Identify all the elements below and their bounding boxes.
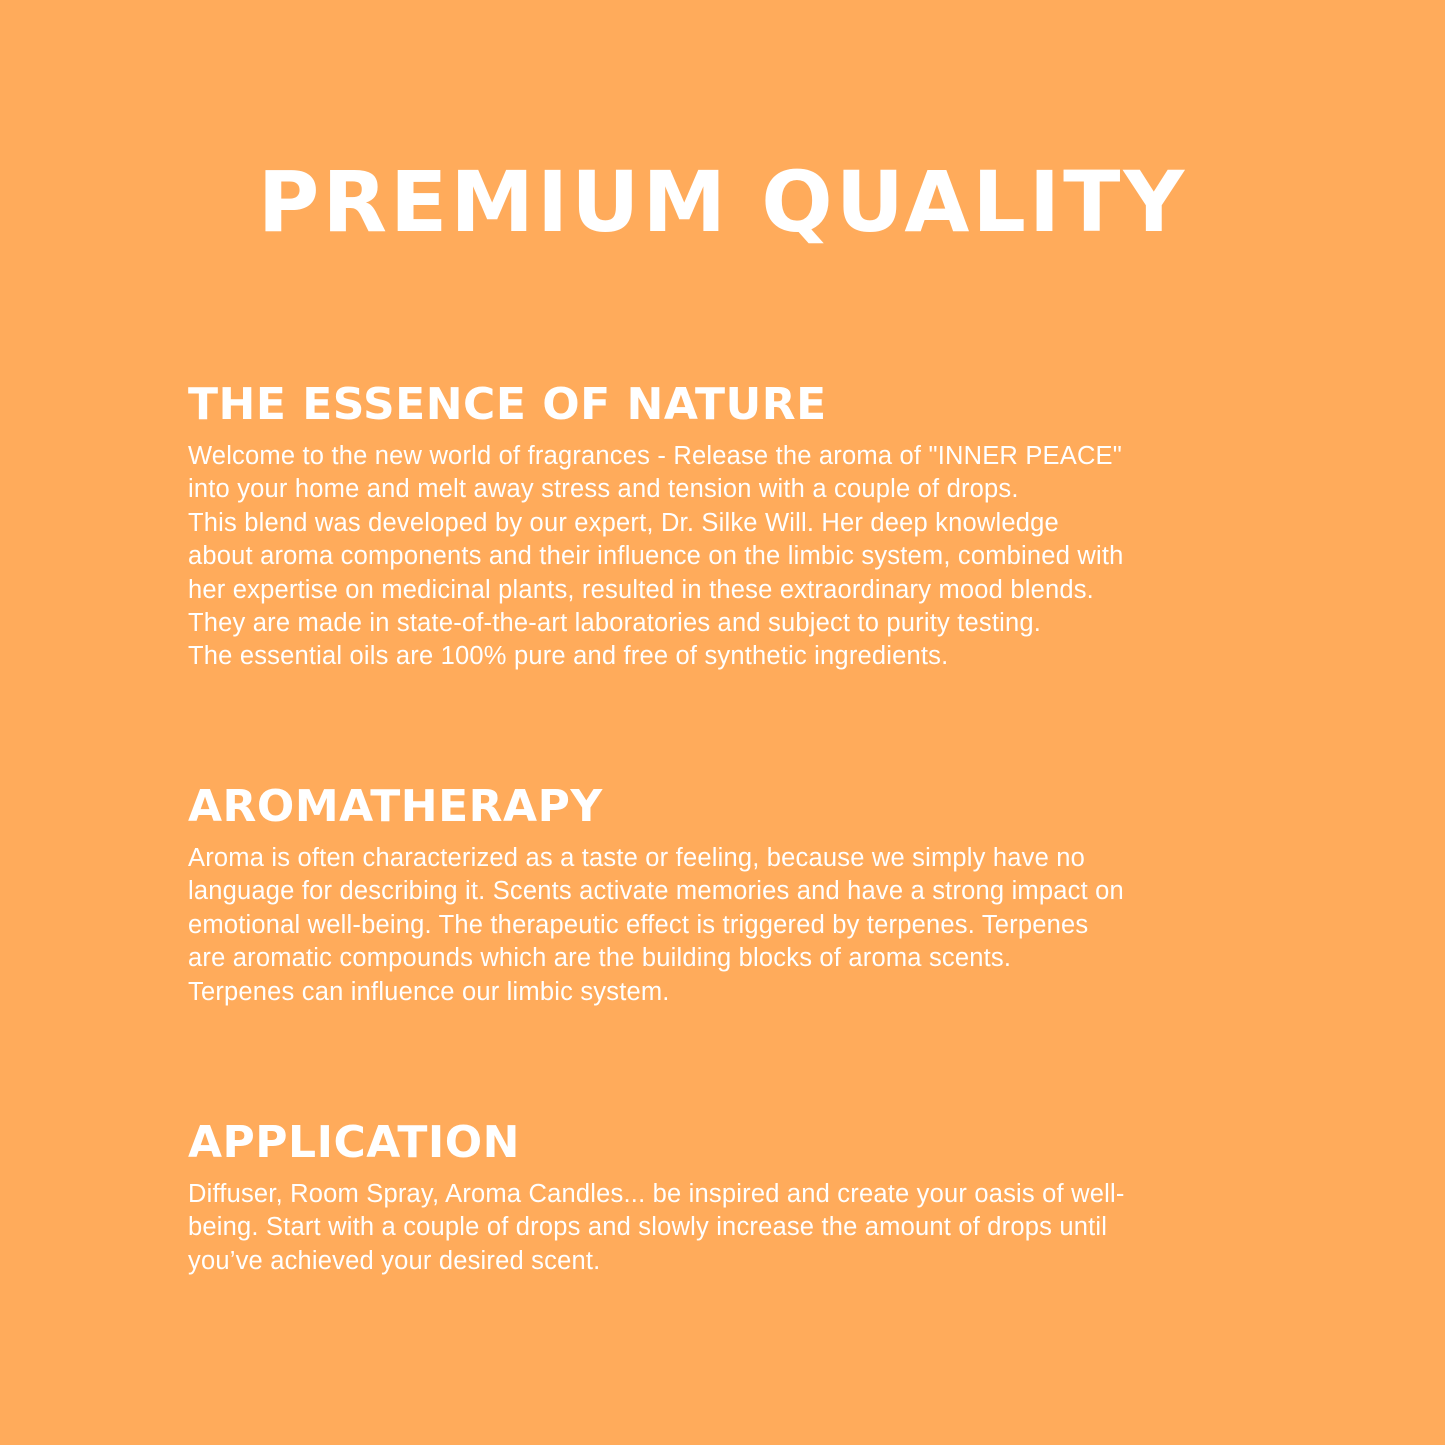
body-line: you’ve achieved your desired scent. bbox=[188, 1246, 601, 1275]
section-essence-of-nature bbox=[188, 380, 1288, 674]
body-line: being. Start with a couple of drops and slowly increase the amount of drops until bbox=[188, 1213, 1108, 1242]
body-line: This blend was developed by our expert, Dr. Silke Will. Her deep knowledge bbox=[188, 508, 1059, 537]
body-line: They are made in state-of-the-art laboratories and subject to purity testing. bbox=[188, 609, 1042, 638]
body-line: Terpenes can influence our limbic system. bbox=[188, 977, 670, 1006]
page-title: PREMIUM QUALITY bbox=[257, 153, 1188, 251]
section-heading: APPLICATION bbox=[188, 1117, 520, 1168]
body-line: emotional well-being. The therapeutic effect is triggered by terpenes. Terpenes bbox=[188, 910, 1089, 939]
section-body bbox=[188, 440, 1288, 674]
body-line: about aroma components and their influence on the limbic system, combined with bbox=[188, 542, 1124, 571]
body-line: Aroma is often characterized as a taste or feeling, because we simply have no bbox=[188, 844, 1086, 872]
body-line: The essential oils are 100% pure and free of synthetic ingredients. bbox=[188, 642, 949, 671]
body-line: language for describing it. Scents activate memories and have a strong impact on bbox=[188, 877, 1124, 906]
body-line: into your home and melt away stress and tension with a couple of drops. bbox=[188, 475, 1019, 504]
section-application bbox=[188, 1118, 1288, 1278]
body-line: Welcome to the new world of fragrances - Release the aroma of "INNER PEACE" bbox=[188, 442, 1123, 470]
section-heading: THE ESSENCE OF NATURE bbox=[188, 379, 827, 430]
body-line: are aromatic compounds which are the building blocks of aroma scents. bbox=[188, 944, 1012, 973]
body-line: Diffuser, Room Spray, Aroma Candles... be inspired and create your oasis of well- bbox=[188, 1180, 1125, 1208]
body-line: her expertise on medicinal plants, resulted in these extraordinary mood blends. bbox=[188, 575, 1094, 604]
section-body bbox=[188, 1178, 1288, 1278]
section-aromatherapy bbox=[188, 782, 1288, 1009]
section-heading: AROMATHERAPY bbox=[188, 781, 603, 832]
section-body bbox=[188, 842, 1288, 1009]
